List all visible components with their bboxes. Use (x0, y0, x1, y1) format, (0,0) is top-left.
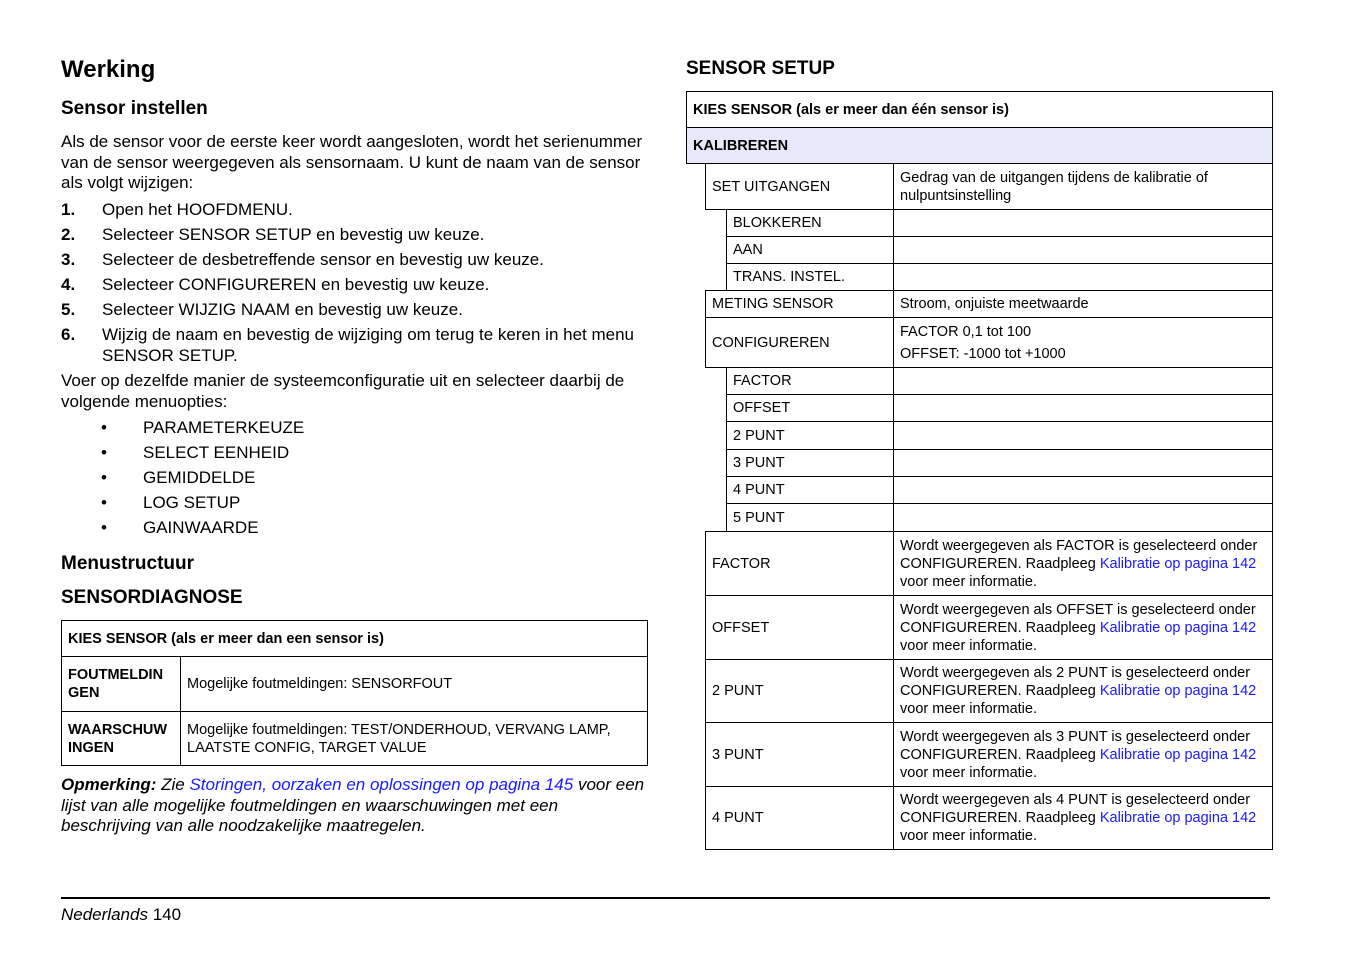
table-cell-value (893, 722, 1273, 787)
note-post: voor een lijst van alle mogelijke foutmeldingen en waarschuwingen met een beschrijving van alle noodzakelijke maatregelen. (61, 775, 645, 835)
table-cell-label: OFFSET (705, 595, 894, 660)
table-cell-empty (893, 367, 1273, 395)
submenu-item: 3 PUNT (726, 449, 894, 477)
desc-post: voor meer informatie. (900, 828, 1037, 844)
config-desc-factor: FACTOR 0,1 tot 100 (900, 323, 1032, 340)
bullet: • (101, 418, 107, 437)
config-paragraph: Voer op dezelfde manier de systeemconfiguratie uit en selecteer daarbij de volgende menuopties: (61, 371, 625, 411)
desc-post: voor meer informatie. (900, 764, 1037, 781)
step-text: Selecteer de desbetreffende sensor en bevestig uw keuze. (102, 250, 544, 269)
table-cell-label: METING SENSOR (705, 290, 894, 318)
table-cell-label: SET UITGANGEN (705, 163, 894, 210)
table-cell-value (893, 317, 1273, 368)
desc-pre: Wordt weergegeven als OFFSET is geselecteerd onder CONFIGUREREN. Raadpleeg (900, 601, 1256, 636)
step-text: Open het HOOFDMENU. (102, 200, 293, 219)
step-number: 4. (61, 275, 76, 294)
step-number: 1. (61, 200, 76, 219)
table-cell-empty (893, 421, 1273, 450)
kalibratie-link[interactable]: Kalibratie op pagina 142 (1099, 683, 1257, 699)
footer-divider (61, 897, 1270, 899)
submenu-item: BLOKKEREN (726, 209, 894, 237)
note-label: Opmerking: (61, 775, 157, 794)
desc-pre: Wordt weergegeven als FACTOR is geselecteerd onder CONFIGUREREN. Raadpleeg (900, 537, 1258, 572)
table-cell-label: 3 PUNT (705, 722, 894, 787)
bullet-text: GEMIDDELDE (143, 468, 256, 487)
desc-pre: Wordt weergegeven als 2 PUNT is geselecteerd onder CONFIGUREREN. Raadpleeg (900, 665, 1251, 699)
bullet: • (101, 518, 107, 537)
table-header: KIES SENSOR (als er meer dan een sensor is) (62, 621, 648, 657)
kalibratie-link[interactable]: Kalibratie op pagina 142 (1099, 746, 1257, 763)
table-cell-empty (893, 263, 1273, 291)
config-desc-offset: OFFSET: -1000 tot +1000 (900, 345, 1066, 362)
step-number: 5. (61, 300, 76, 319)
submenu-item: 4 PUNT (726, 476, 894, 504)
step-text: Selecteer SENSOR SETUP en bevestig uw keuze. (102, 225, 485, 244)
bullet: • (101, 468, 107, 487)
intro-paragraph: Als de sensor voor de eerste keer wordt aangesloten, wordt het serienummer van de sensor weergegeven als sensornaam. U kunt de naam van de sensor als volgt wijzigen: (61, 132, 643, 192)
footer-language: Nederlands (61, 905, 148, 924)
table-cell-value: Mogelijke foutmeldingen: SENSORFOUT (181, 657, 648, 712)
kalibratie-link[interactable]: Kalibratie op pagina 142 (1099, 619, 1257, 636)
desc-pre: Wordt weergegeven als 4 PUNT is geselecteerd onder CONFIGUREREN. Raadpleeg (900, 792, 1251, 826)
diagnose-table (61, 620, 648, 766)
table-cell-empty (893, 394, 1273, 422)
submenu-item: OFFSET (726, 394, 894, 422)
table-cell-value (893, 659, 1273, 723)
page-number: 140 (152, 905, 182, 924)
table-header: KIES SENSOR (als er meer dan één sensor is) (686, 91, 1273, 128)
bullet-text: SELECT EENHEID (143, 443, 290, 462)
desc-post: voor meer informatie. (900, 637, 1037, 654)
table-cell-empty (893, 503, 1273, 532)
section-heading-sensor-instellen: Sensor instellen (61, 98, 208, 119)
step-number: 6. (61, 325, 76, 344)
table-cell-value: Gedrag van de uitgangen tijdens de kalibratie of nulpuntsinstelling (893, 163, 1273, 210)
step-text: Selecteer WIJZIG NAAM en bevestig uw keuze. (102, 300, 463, 319)
step-number: 3. (61, 250, 76, 269)
note-paragraph (61, 775, 648, 837)
table-cell-empty (893, 209, 1273, 237)
submenu-item: 2 PUNT (726, 421, 894, 450)
table-cell-label: WAARSCHUW INGEN (62, 712, 181, 766)
note-link[interactable]: Storingen, oorzaken en oplossingen op pagina 145 (189, 775, 574, 794)
desc-post: voor meer informatie. (900, 701, 1037, 717)
sensor-setup-title: SENSOR SETUP (686, 58, 835, 79)
table-cell-label: 4 PUNT (705, 786, 894, 850)
table-cell-value: Mogelijke foutmeldingen: TEST/ONDERHOUD, VERVANG LAMP, LAATSTE CONFIG, TARGET VALUE (181, 712, 648, 766)
submenu-item: FACTOR (726, 367, 894, 395)
table-cell-label: 2 PUNT (705, 659, 894, 723)
bullet-text: LOG SETUP (143, 493, 241, 512)
table-row (62, 712, 648, 766)
table-cell-label: FOUTMELDIN GEN (62, 657, 181, 712)
page-footer (61, 905, 181, 925)
submenu-item: AAN (726, 236, 894, 264)
table-row (62, 657, 648, 712)
section-heading-sensordiagnose: SENSORDIAGNOSE (61, 587, 243, 608)
table-cell-label: CONFIGUREREN (705, 317, 894, 368)
step-number: 2. (61, 225, 76, 244)
table-cell-value: Stroom, onjuiste meetwaarde (893, 290, 1273, 318)
bullet: • (101, 443, 107, 462)
section-heading-menustructuur: Menustructuur (61, 553, 194, 574)
note-pre: Zie (156, 775, 190, 794)
table-cell-value (893, 531, 1273, 596)
table-cell-value (893, 595, 1273, 660)
kalibratie-link[interactable]: Kalibratie op pagina 142 (1099, 555, 1257, 572)
desc-post: voor meer informatie. (900, 573, 1037, 590)
bullet: • (101, 493, 107, 512)
table-cell-empty (893, 449, 1273, 477)
table-header-kalibreren: KALIBREREN (686, 127, 1273, 164)
table-cell-label: FACTOR (705, 531, 894, 596)
bullet-text: GAINWAARDE (143, 518, 259, 537)
submenu-item: 5 PUNT (726, 503, 894, 532)
submenu-item: TRANS. INSTEL. (726, 263, 894, 291)
desc-pre: Wordt weergegeven als 3 PUNT is geselecteerd onder CONFIGUREREN. Raadpleeg (900, 728, 1251, 763)
table-cell-value (893, 786, 1273, 850)
table-cell-empty (893, 236, 1273, 264)
table-cell-empty (893, 476, 1273, 504)
step-text: Selecteer CONFIGUREREN en bevestig uw keuze. (102, 275, 490, 294)
step-text: Wijzig de naam en bevestig de wijziging om terug te keren in het menu SENSOR SETUP. (102, 325, 635, 365)
page-title: Werking (61, 56, 156, 83)
kalibratie-link[interactable]: Kalibratie op pagina 142 (1099, 810, 1257, 826)
bullet-text: PARAMETERKEUZE (143, 418, 305, 437)
